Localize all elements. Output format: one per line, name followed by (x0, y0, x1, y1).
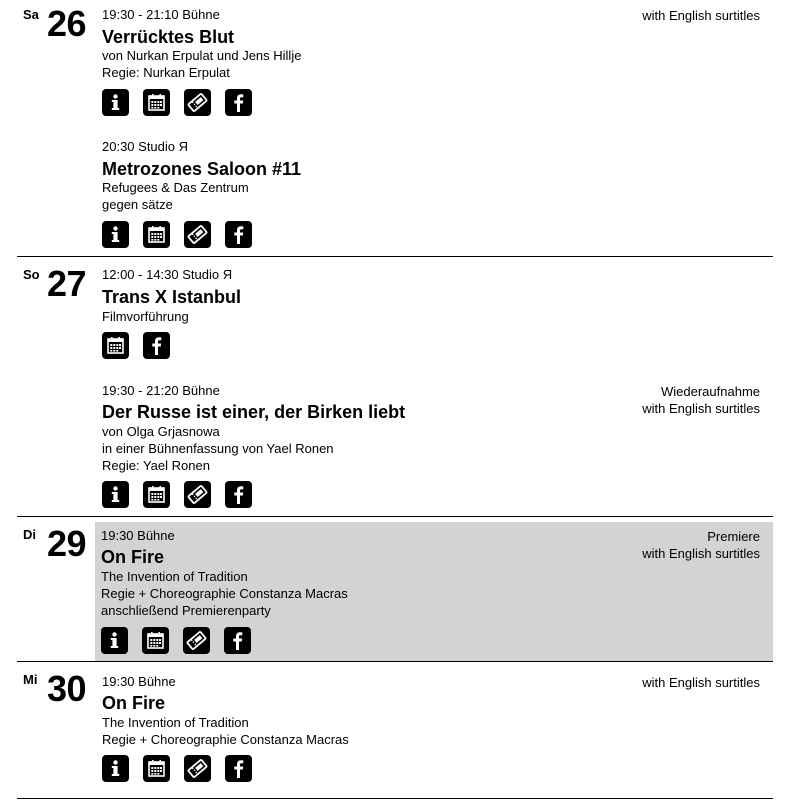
event-on-fire (96, 662, 773, 798)
date-number: 26 (47, 3, 87, 44)
weekday-label: Di (23, 527, 36, 542)
event-actions (102, 755, 252, 782)
event-credit: in einer Bühnenfassung von Yael Ronen (102, 441, 334, 456)
event-credit: gegen sätze (102, 197, 173, 212)
event-notes (642, 7, 760, 24)
info-icon[interactable] (102, 221, 129, 248)
surtitles-note: with English surtitles (642, 675, 760, 690)
ticket-icon[interactable] (184, 481, 211, 508)
calendar-icon[interactable] (102, 332, 129, 359)
event-credit: anschließend Premierenparty (101, 603, 271, 618)
event-credit: Regie: Yael Ronen (102, 458, 210, 473)
facebook-icon[interactable] (225, 481, 252, 508)
event-metrozones-saloon (96, 132, 773, 256)
event-credit: Regie + Choreographie Constanza Macras (102, 732, 349, 747)
ticket-icon[interactable] (183, 627, 210, 654)
facebook-icon[interactable] (225, 221, 252, 248)
event-credit: Filmvorführung (102, 309, 189, 324)
calendar-icon[interactable] (143, 89, 170, 116)
day-block-sa-26 (17, 0, 773, 257)
calendar-icon[interactable] (142, 627, 169, 654)
event-credit: Regie + Choreographie Constanza Macras (101, 586, 348, 601)
event-on-fire-premiere (95, 522, 773, 661)
ticket-icon[interactable] (184, 755, 211, 782)
weekday-label: Mi (23, 672, 38, 687)
event-credit: The Invention of Tradition (102, 715, 249, 730)
facebook-icon[interactable] (224, 627, 251, 654)
day-block-di-29 (17, 517, 773, 662)
event-credit: The Invention of Tradition (101, 569, 248, 584)
event-time: 20:30 Studio Я (102, 139, 189, 154)
day-block-mi-30 (17, 662, 773, 799)
weekday-label: So (23, 267, 40, 282)
event-notes (642, 674, 760, 691)
date-number: 29 (47, 523, 87, 564)
event-notes (642, 383, 760, 417)
info-icon[interactable] (102, 89, 129, 116)
info-icon[interactable] (102, 481, 129, 508)
info-icon[interactable] (101, 627, 128, 654)
calendar-icon[interactable] (143, 755, 170, 782)
event-time: 19:30 - 21:10 Bühne (102, 7, 220, 22)
date-number: 27 (47, 263, 87, 304)
event-actions (102, 481, 252, 508)
event-actions (102, 89, 252, 116)
event-title[interactable]: Der Russe ist einer, der Birken liebt (102, 402, 406, 422)
facebook-icon[interactable] (225, 89, 252, 116)
surtitles-note: with English surtitles (642, 8, 760, 23)
facebook-icon[interactable] (225, 755, 252, 782)
ticket-icon[interactable] (184, 89, 211, 116)
info-icon[interactable] (102, 755, 129, 782)
day-block-so-27 (17, 257, 773, 517)
event-title[interactable]: On Fire (101, 547, 165, 567)
event-actions (102, 221, 252, 248)
premiere-note: Premiere (707, 529, 760, 544)
event-time: 19:30 Bühne (101, 528, 175, 543)
event-der-russe (96, 373, 773, 516)
surtitles-note: with English surtitles (642, 546, 760, 561)
event-credit: Regie: Nurkan Erpulat (102, 65, 230, 80)
calendar-icon[interactable] (143, 221, 170, 248)
event-title[interactable]: Metrozones Saloon #11 (102, 159, 302, 179)
event-title[interactable]: On Fire (102, 693, 166, 713)
event-time: 19:30 Bühne (102, 674, 176, 689)
event-credit: von Olga Grjasnowa (102, 424, 220, 439)
event-title[interactable]: Verrücktes Blut (102, 27, 235, 47)
event-credit: von Nurkan Erpulat und Jens Hillje (102, 48, 302, 63)
event-title[interactable]: Trans X Istanbul (102, 287, 242, 307)
ticket-icon[interactable] (184, 221, 211, 248)
surtitles-note: with English surtitles (642, 401, 760, 416)
event-verruecktes-blut (96, 0, 773, 128)
calendar-icon[interactable] (143, 481, 170, 508)
event-actions (102, 332, 170, 359)
event-time: 19:30 - 21:20 Bühne (102, 383, 220, 398)
wiederaufnahme-note: Wiederaufnahme (661, 384, 760, 399)
date-number: 30 (47, 668, 87, 709)
event-actions (101, 627, 251, 654)
event-time: 12:00 - 14:30 Studio Я (102, 267, 233, 282)
facebook-icon[interactable] (143, 332, 170, 359)
event-trans-x-istanbul (96, 257, 773, 373)
event-credit: Refugees & Das Zentrum (102, 180, 249, 195)
event-notes (642, 528, 760, 562)
weekday-label: Sa (23, 7, 39, 22)
